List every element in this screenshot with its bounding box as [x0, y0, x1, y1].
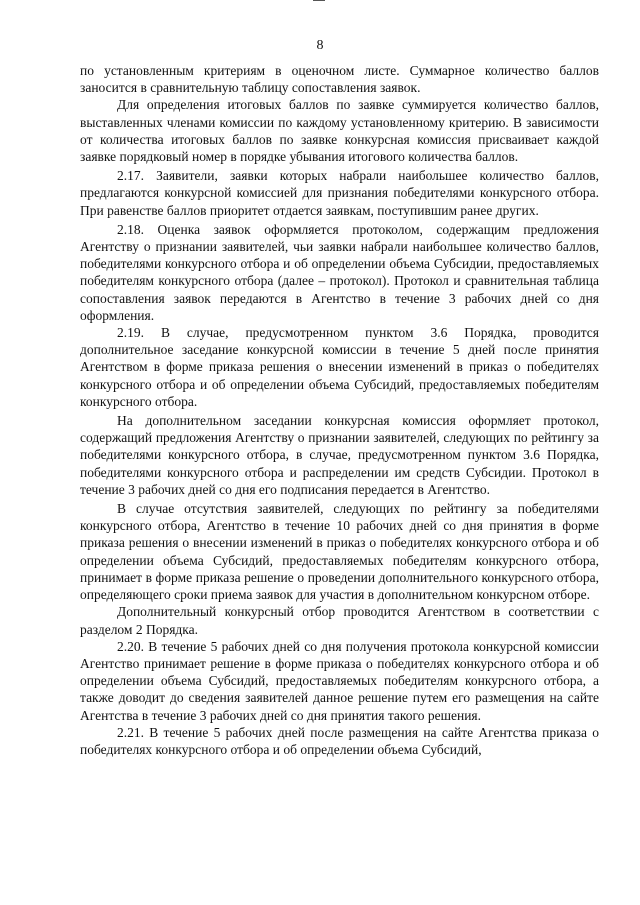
paragraph-2-19: 2.19. В случае, предусмотренном пунктом 3.6 Порядка, проводится дополнительное заседание конкурсной комиссии в течение 5 дней после принятия Агентством в форме приказа решения о внесении изменений в приказ о победителях конкурсного отбора и об определении объема Субсидий, предоставляемых победителям конкурсного отбора.: [80, 325, 599, 409]
paragraph-criteria-score-sum: по установленным критериям в оценочном листе. Суммарное количество баллов заносится в сравнительную таблицу сопоставления заявок.: [80, 63, 599, 96]
paragraph-2-21: 2.21. В течение 5 рабочих дней после размещения на сайте Агентства приказа о победителях конкурсного отбора и об определении объема Субсидий,: [80, 724, 599, 757]
document-body: [80, 62, 599, 758]
scan-mark: [313, 0, 325, 1]
paragraph-2-18: 2.18. Оценка заявок оформляется протоколом, содержащим предложения Агентству о признании заявителей, чьи заявки набрали наибольшее количество баллов, победителями конкурсного отбора и об определении объема Субсидии, предоставляемых победителям конкурсного отбора (далее – протокол). Протокол и сравнительная таблица сопоставления заявок передаются в Агентство в течение 3 рабочих дней со дня оформления.: [80, 221, 599, 323]
paragraph-2-20: 2.20. В течение 5 рабочих дней со дня получения протокола конкурсной комиссии Агентство принимает решение в форме приказа о победителях конкурсного отбора и об определении объема Субсидий, предоставляемых победителям конкурсного отбора, а также доводит до сведения заявителей данное решение путем его размещения на сайте Агентства в течение 3 рабочих дней со дня принятия такого решения.: [80, 638, 599, 723]
paragraph-no-applicants: В случае отсутствия заявителей, следующих по рейтингу за победителями конкурсного отбора, Агентство в течение 10 рабочих дней со дня принятия в форме приказа решения о внесении изменений в приказ о победителях конкурсного отбора и об определении объема Субсидий, предоставляемых победителям конкурсного отбора, принимает в форме приказа решение о проведении дополнительного конкурсного отбора, определяющего сроки приема заявок для участия в дополнительном конкурсном отборе.: [80, 501, 599, 603]
page-number: 8: [316, 38, 324, 53]
paragraph-additional-selection: Дополнительный конкурсный отбор проводится Агентством в соответствии с разделом 2 Порядка.: [80, 604, 599, 637]
paragraph-2-17: 2.17. Заявители, заявки которых набрали наибольшее количество баллов, предлагаются конкурсной комиссией для признания победителями конкурсного отбора. При равенстве баллов приоритет отдается заявкам, поступившим ранее других.: [80, 168, 599, 218]
paragraph-additional-meeting: На дополнительном заседании конкурсная комиссия оформляет протокол, содержащий предложения Агентству о признании заявителей, следующих по рейтингу за победителями конкурсного отбора, в случае, предусмотренном пунктом 3.6 Порядка, победителями конкурсного отбора и распределении им средств Субсидии. Протокол в течение 3 рабочих дней со дня его подписания передается в Агентство.: [80, 413, 599, 497]
paragraph-final-score: Для определения итоговых баллов по заявке суммируется количество баллов, выставленных членами комиссии по каждому установленному критерию. В зависимости от количества итоговых баллов по заявке конкурсная комиссия присваивает каждой заявке порядковый номер в порядке убывания итогового количества баллов.: [80, 97, 599, 165]
